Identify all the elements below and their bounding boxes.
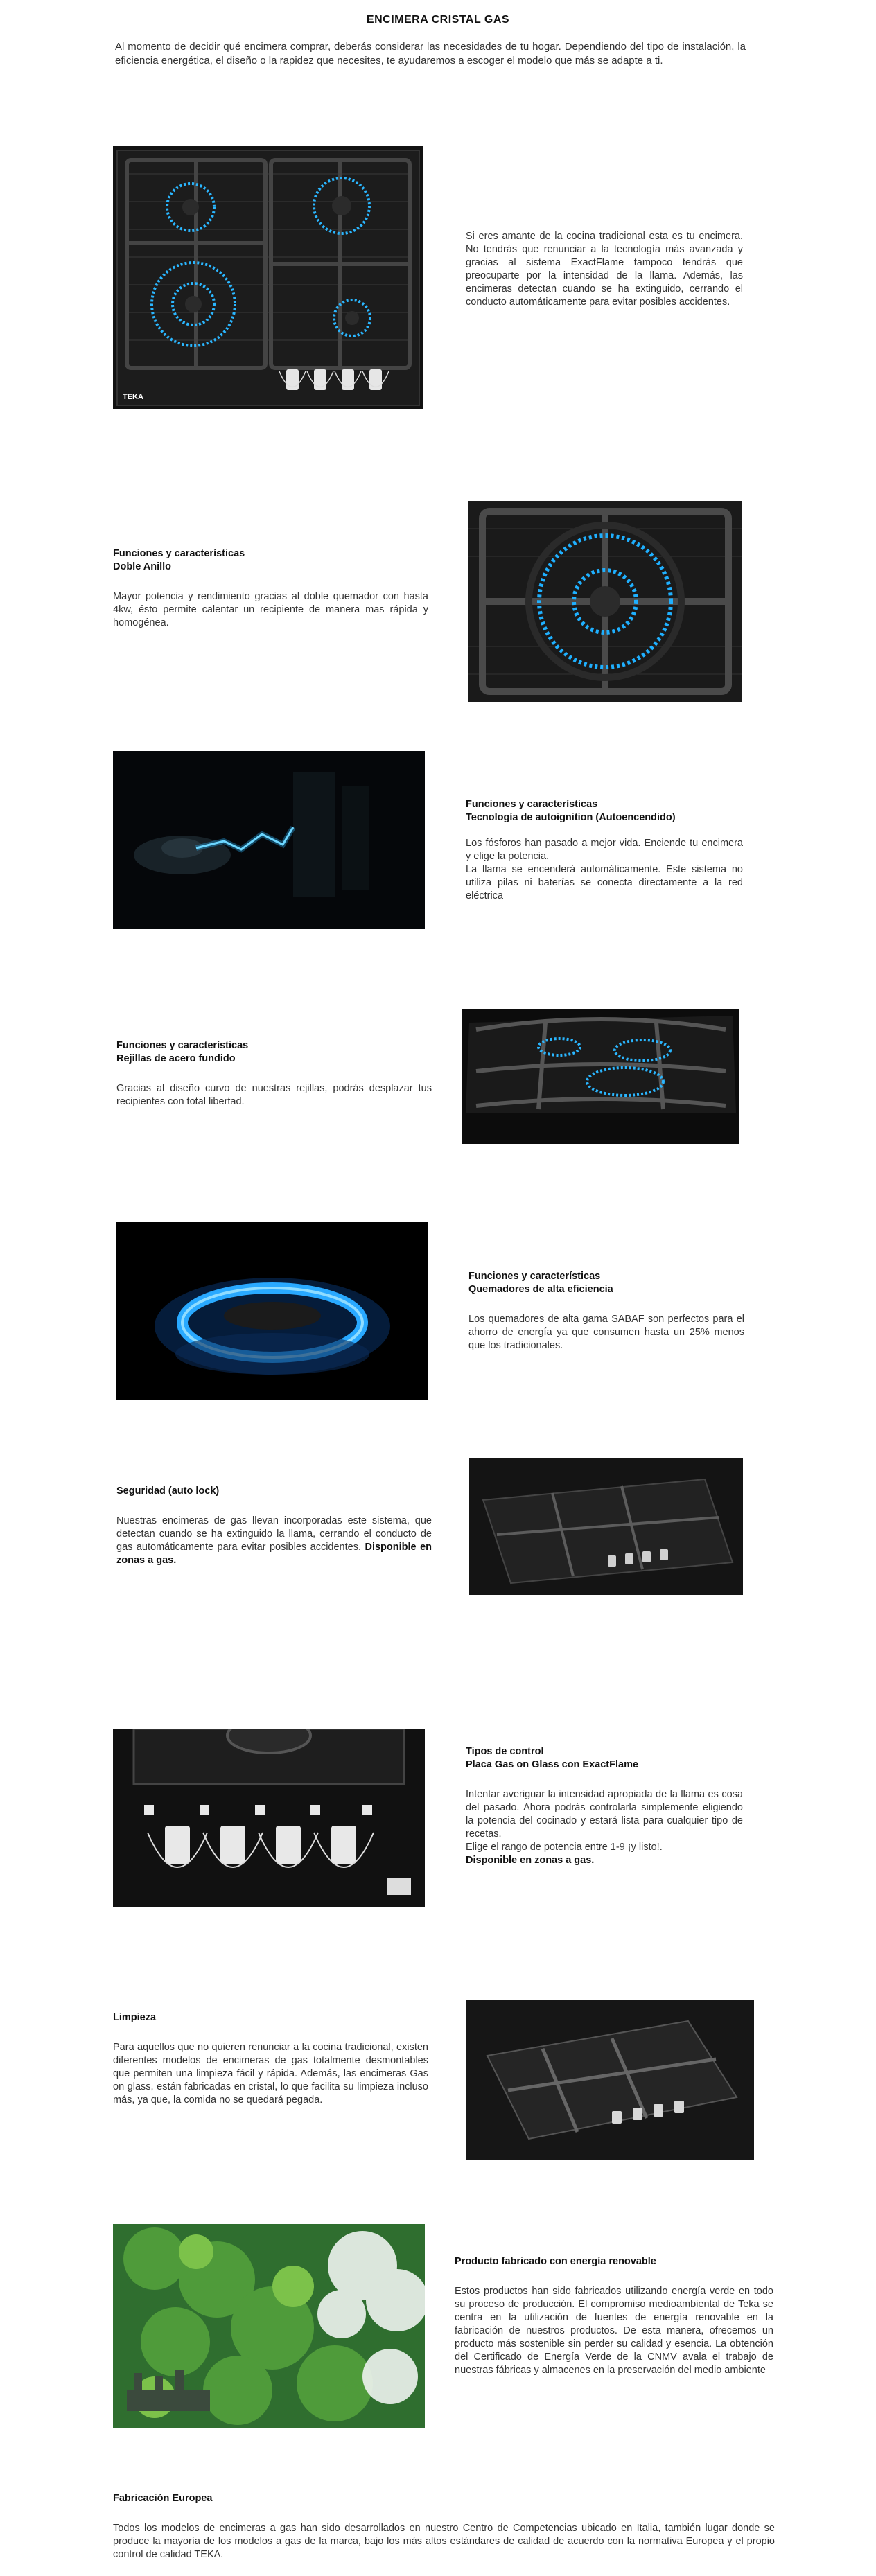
section-control-types-body-2: Elige el rango de potencia entre 1-9 ¡y listo!.: [466, 1842, 663, 1853]
autoignition-spark-image: [113, 751, 425, 929]
section-control-types-subheading: Placa Gas on Glass con ExactFlame: [466, 1759, 639, 1770]
section-safety-availability: Disponible en zonas a gas.: [116, 1542, 432, 1566]
section-autoignition-body-2: La llama se encenderá automáticamente. Este sistema no utiliza pilas ni baterías se conecta directamente a la red eléctrica: [466, 864, 743, 901]
section-double-ring: [113, 547, 428, 639]
section-safety: [116, 1485, 432, 1577]
renewable-energy-forest-image: [113, 2224, 425, 2428]
section-control-types: [466, 1745, 743, 1877]
section-cast-iron-grates-subheading: Rejillas de acero fundido: [116, 1053, 236, 1064]
section-cleaning-heading: Limpieza: [113, 2012, 157, 2023]
section-cast-iron-grates: [116, 1039, 432, 1118]
section-european-manufacturing: [113, 2492, 775, 2571]
intro-paragraph: Al momento de decidir qué encimera comprar, deberás considerar las necesidades de tu hogar. Dependiendo del tipo de instalación, la eficiencia energética, el diseño o la rapidez que necesites, te ayudaremos a escoger el modelo que más se adapte a ti.: [115, 41, 746, 67]
section-high-efficiency: [468, 1270, 744, 1362]
cleaning-hob-image: [466, 2000, 754, 2160]
section-double-ring-body: Mayor potencia y rendimiento gracias al doble quemador con hasta 4kw, ésto permite calentar un recipiente de manera mas rápida y homogénea.: [113, 591, 428, 628]
section-cleaning: [113, 2011, 428, 2117]
section-renewable-energy-heading: Producto fabricado con energía renovable: [455, 2256, 656, 2267]
section-safety-body: Nuestras encimeras de gas llevan incorporadas este sistema, que detectan cuando se ha extinguido la llama, cerrando el conducto de gas automáticamente para evitar posibles accidentes.: [116, 1515, 432, 1553]
section-cast-iron-grates-heading: Funciones y características: [116, 1040, 249, 1051]
section-exactflame: [466, 230, 743, 319]
section-autoignition-heading: Funciones y características: [466, 799, 598, 810]
section-cast-iron-grates-body: Gracias al diseño curvo de nuestras rejillas, podrás desplazar tus recipientes con total libertad.: [116, 1083, 432, 1107]
control-knobs-image: [113, 1729, 425, 1907]
section-control-types-availability: Disponible en zonas a gas.: [466, 1855, 595, 1866]
section-safety-heading: Seguridad (auto lock): [116, 1485, 220, 1497]
section-high-efficiency-subheading: Quemadores de alta eficiencia: [468, 1284, 613, 1295]
gas-hob-top-view-image: [113, 146, 423, 409]
section-high-efficiency-body: Los quemadores de alta gama SABAF son perfectos para el ahorro de energía ya que consumen hasta un 25% menos que los tradicionales.: [468, 1314, 744, 1351]
section-renewable-energy: [455, 2255, 773, 2387]
page-title: ENCIMERA CRISTAL GAS: [366, 14, 510, 26]
section-european-manufacturing-heading: Fabricación Europea: [113, 2493, 213, 2504]
svg-text:TEKA: TEKA: [123, 393, 143, 401]
section-control-types-body-1: Intentar averiguar la intensidad apropiada de la llama es cosa del pasado. Ahora podrás controlarla simplemente eligiendo la potencia del cocinado y estará lista para cualquier tipo de recetas.: [466, 1789, 743, 1840]
section-european-manufacturing-body: Todos los modelos de encimeras a gas han sido desarrollados en nuestro Centro de Competencias ubicado en Italia, también lugar donde se produce la mayoría de los modelos a gas de la marca, bajo los más altos estándares de calidad de acuerdo con la normativa Europea y el propio control de calidad TEKA.: [113, 2523, 775, 2560]
section-exactflame-body: Si eres amante de la cocina tradicional esta es tu encimera. No tendrás que renunciar a la tecnología más avanzada y gracias al sistema ExactFlame tampoco tendrás que preocuparte por la intensidad de la llama. Además, las encimeras detectan cuando se ha extinguido, cerrando el conducto automáticamente para evitar posibles accidentes.: [466, 231, 743, 308]
safety-hob-image: [469, 1458, 743, 1595]
section-autoignition-subheading: Tecnología de autoignition (Autoencendido): [466, 812, 676, 823]
double-ring-burner-image: [468, 501, 742, 702]
section-cleaning-body: Para aquellos que no quieren renunciar a la cocina tradicional, existen diferentes modelos de encimeras de gas totalmente desmontables que permiten una limpieza fácil y rápida. Además, las encimeras Gas on glass, están fabricadas en cristal, lo que facilita su limpieza incluso más, ya que, la comida no se quedará pegada.: [113, 2042, 428, 2106]
section-high-efficiency-heading: Funciones y características: [468, 1271, 601, 1282]
section-renewable-energy-body: Estos productos han sido fabricados utilizando energía verde en todo su proceso de producción. El compromiso medioambiental de Teka se centra en la utilización de fuentes de energía renovable en la fabricación de nuestros productos. De esta manera, ofrecemos un producto más sostenible sin perder su calidad y esencia. La obtención del Certificado de Energía Verde de la CNMV avala el trabajo de nuestras fábricas y almacenes en la preservación del medio ambiente: [455, 2286, 773, 2376]
high-efficiency-burner-image: [116, 1222, 428, 1400]
section-double-ring-heading: Funciones y características: [113, 548, 245, 559]
section-autoignition-body-1: Los fósforos han pasado a mejor vida. Enciende tu encimera y elige la potencia.: [466, 838, 743, 862]
section-double-ring-subheading: Doble Anillo: [113, 561, 172, 572]
section-autoignition: [466, 798, 743, 912]
section-control-types-heading: Tipos de control: [466, 1746, 544, 1757]
cast-iron-grates-image: [462, 1009, 739, 1144]
